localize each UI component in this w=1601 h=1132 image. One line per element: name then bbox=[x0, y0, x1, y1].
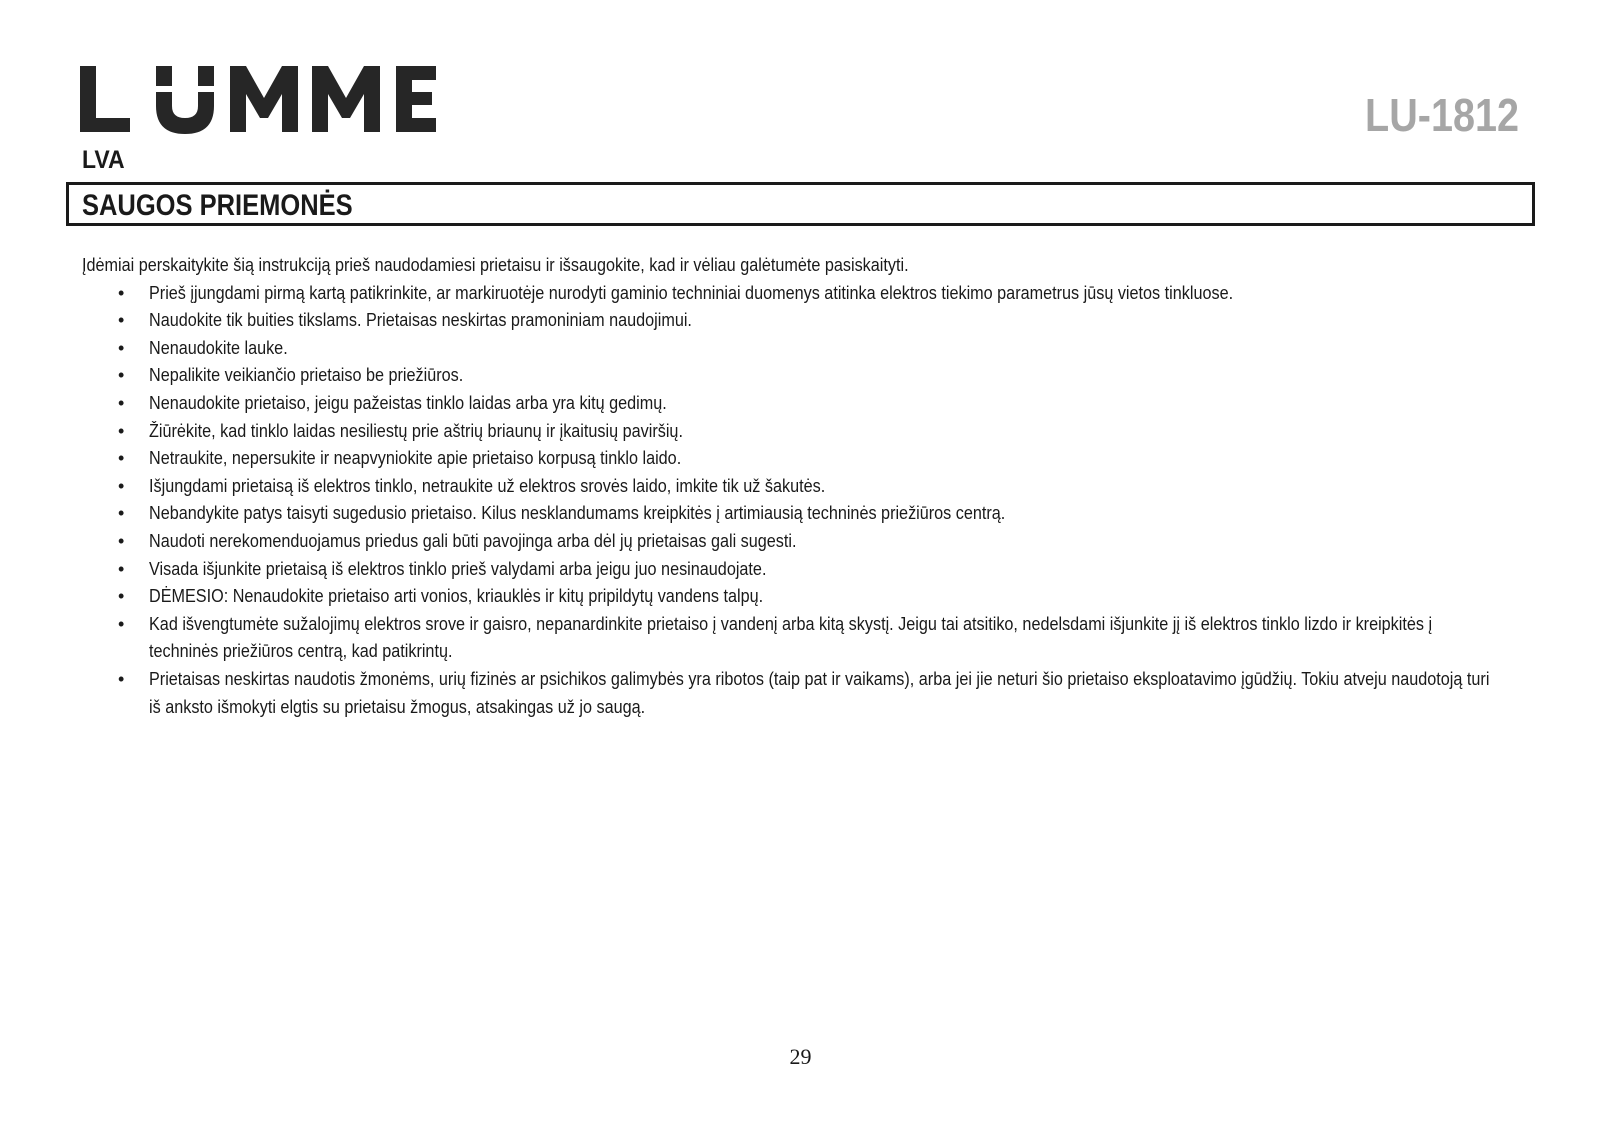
safety-rules-list bbox=[82, 280, 1522, 722]
list-item-text: Nenaudokite prietaiso, jeigu pažeistas tinklo laidas arba yra kitų gedimų. bbox=[149, 392, 667, 413]
list-item bbox=[82, 473, 1522, 501]
list-item bbox=[82, 390, 1522, 418]
list-item-text: Nepalikite veikiančio prietaiso be priežiūros. bbox=[149, 365, 464, 386]
list-item bbox=[82, 280, 1522, 308]
list-item-text: DĖMESIO: Nenaudokite prietaiso arti vonios, kriauklės ir kitų pripildytų vandens talpų. bbox=[149, 586, 764, 607]
bullet-icon: • bbox=[118, 475, 125, 496]
page-number: 29 bbox=[789, 1044, 812, 1069]
section-title: SAUGOS PRIEMONĖS bbox=[82, 189, 353, 222]
list-item-text: Naudokite tik buities tikslams. Prietaisas neskirtas pramoniniam naudojimui. bbox=[149, 310, 692, 331]
bullet-icon: • bbox=[118, 282, 125, 303]
safety-content bbox=[82, 252, 1522, 721]
list-item bbox=[82, 445, 1522, 473]
intro-paragraph: Įdėmiai perskaitykite šią instrukciją prieš naudodamiesi prietaisu ir išsaugokite, kad ir vėliau galėtumėte pasiskaityti. bbox=[82, 255, 909, 275]
language-code: LVA bbox=[82, 146, 125, 174]
list-item bbox=[82, 528, 1522, 556]
list-item bbox=[82, 418, 1522, 446]
list-item bbox=[82, 611, 1522, 666]
bullet-icon: • bbox=[118, 448, 125, 469]
lumme-logo bbox=[80, 62, 450, 140]
list-item-text: Netraukite, nepersukite ir neapvyniokite apie prietaiso korpusą tinklo laido. bbox=[149, 448, 682, 469]
list-item-text: Nenaudokite lauke. bbox=[149, 337, 288, 358]
bullet-icon: • bbox=[118, 530, 125, 551]
list-item-text: Žiūrėkite, kad tinklo laidas nesiliestų prie aštrių briaunų ir įkaitusių paviršių. bbox=[149, 420, 683, 441]
section-header-box bbox=[66, 182, 1535, 226]
list-item bbox=[82, 307, 1522, 335]
list-item-text: Prietaisas neskirtas naudotis žmonėms, urių fizinės ar psichikos galimybės yra ribotos (taip pat ir vaikams), arba jei jie neturi šio prietaiso eksploatavimo įgūdžių. Tokiu atveju naudotoją turi iš anksto išmokyti elgtis su prietaisu žmogus, atsakingas už jo saugą. bbox=[149, 668, 1490, 717]
list-item bbox=[82, 335, 1522, 363]
model-number: LU-1812 bbox=[1365, 89, 1519, 141]
bullet-icon: • bbox=[118, 558, 125, 579]
list-item-text: Naudoti nerekomenduojamus priedus gali būti pavojinga arba dėl jų prietaisas gali sugesti. bbox=[149, 530, 797, 551]
list-item-text: Nebandykite patys taisyti sugedusio prietaiso. Kilus nesklandumams kreipkitės į artimiausią techninės priežiūros centrą. bbox=[149, 503, 1006, 524]
list-item-text: Prieš įjungdami pirmą kartą patikrinkite, ar markiruotėje nurodyti gaminio techniniai duomenys atitinka elektros tiekimo parametrus jūsų vietos tinkluose. bbox=[149, 282, 1234, 303]
list-item bbox=[82, 666, 1522, 721]
list-item-text: Išjungdami prietaisą iš elektros tinklo, netraukite už elektros srovės laido, imkite tik už šakutės. bbox=[149, 475, 826, 496]
list-item bbox=[82, 362, 1522, 390]
list-item bbox=[82, 583, 1522, 611]
bullet-icon: • bbox=[118, 365, 125, 386]
bullet-icon: • bbox=[118, 503, 125, 524]
list-item-text: Visada išjunkite prietaisą iš elektros tinklo prieš valydami arba jeigu juo nesinaudojate. bbox=[149, 558, 767, 579]
bullet-icon: • bbox=[118, 337, 125, 358]
list-item bbox=[82, 556, 1522, 584]
bullet-icon: • bbox=[118, 668, 125, 689]
bullet-icon: • bbox=[118, 392, 125, 413]
bullet-icon: • bbox=[118, 420, 125, 441]
list-item bbox=[82, 500, 1522, 528]
bullet-icon: • bbox=[118, 310, 125, 331]
bullet-icon: • bbox=[118, 613, 125, 634]
bullet-icon: • bbox=[118, 586, 125, 607]
list-item-text: Kad išvengtumėte sužalojimų elektros srove ir gaisro, nepanardinkite prietaiso į vandenį arba kitą skystį. Jeigu tai atsitiko, nedelsdami išjunkite jį iš elektros tinklo lizdo ir kreipkitės į techninės priežiūros centrą, kad patikrintų. bbox=[149, 613, 1433, 662]
